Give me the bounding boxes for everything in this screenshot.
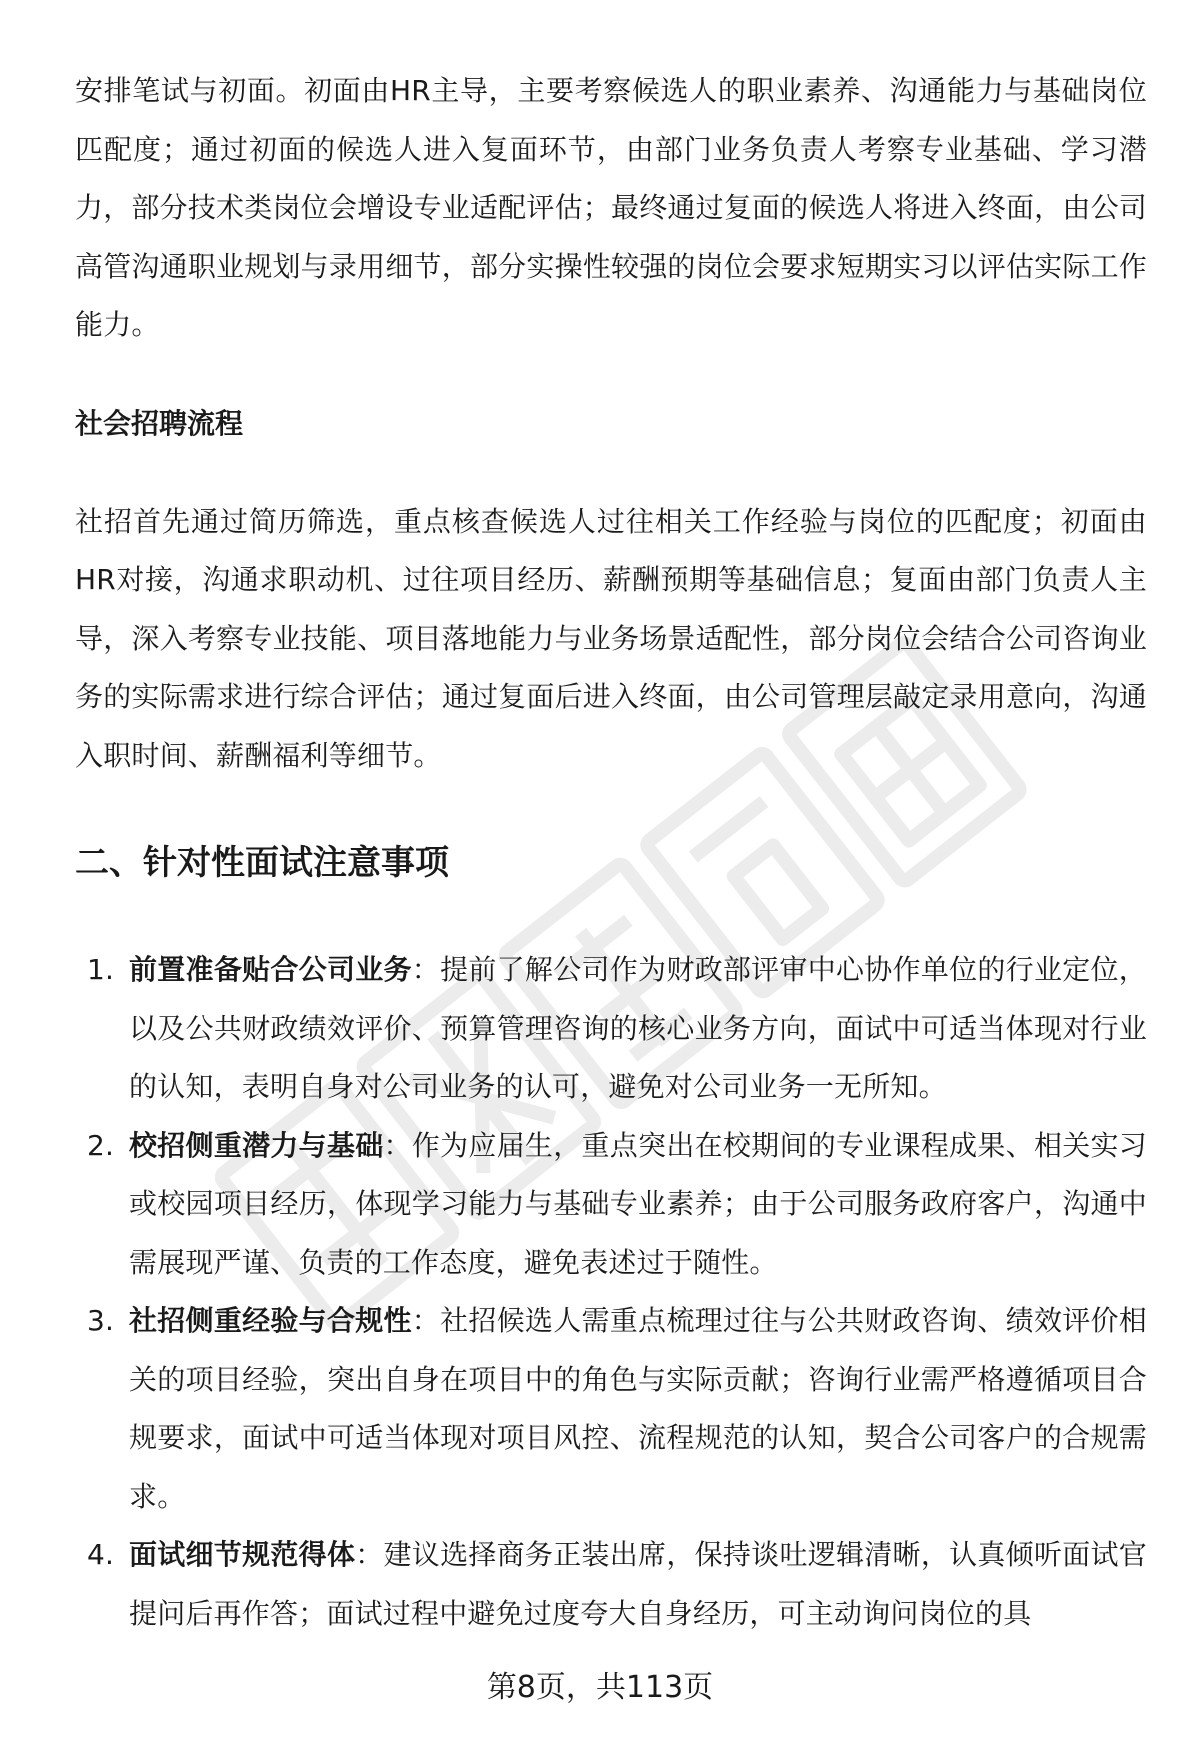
list-item-number: 1. [87,953,115,986]
list-item [75,1292,1147,1526]
list-item-text: ：作为应届生，重点突出在校期间的专业课程成果、相关实习或校园项目经历，体现学习能力与基础专业素养；由于公司服务政府客户，沟通中需展现严谨、负责的工作态度，避免表述过于随性。 [129,1128,1148,1279]
list-item [75,1117,1147,1293]
social-recruitment-paragraph: 社招首先通过简历筛选，重点核查候选人过往相关工作经验与岗位的匹配度；初面由HR对接，沟通求职动机、过往项目经历、薪酬预期等基础信息；复面由部门负责人主导，深入考察专业技能、项目落地能力与业务场景适配性，部分岗位会结合公司咨询业务的实际需求进行综合评估；通过复面后进入终面，由公司管理层敲定录用意向，沟通入职时间、薪酬福利等细节。 [75,504,1147,772]
list-item-title: 前置准备贴合公司业务 [129,953,412,986]
list-item-number: 4. [87,1538,115,1571]
social-recruitment-heading: 社会招聘流程 [75,406,244,440]
list-item [75,941,1147,1117]
list-item-text: ：社招候选人需重点梳理过往与公共财政咨询、绩效评价相关的项目经验，突出自身在项目中的角色与实际贡献；咨询行业需严格遵循项目合规要求，面试中可适当体现对项目风控、流程规范的认知，契合公司客户的合规需求。 [129,1304,1147,1513]
intro-paragraph: 安排笔试与初面。初面由HR主导，主要考察候选人的职业素养、沟通能力与基础岗位匹配度；通过初面的候选人进入复面环节，由部门业务负责人考察专业基础、学习潜力，部分技术类岗位会增设专业适配评估；最终通过复面的候选人将进入终面，由公司高管沟通职业规划与录用细节，部分实操性较强的岗位会要求短期实习以评估实际工作能力。 [75,74,1147,341]
list-item-title: 面试细节规范得体 [129,1538,356,1571]
list-item-title: 校招侧重潜力与基础 [129,1128,384,1162]
list-item-text: ：建议选择商务正装出席，保持谈吐逻辑清晰，认真倾听面试官提问后再作答；面试过程中避免过度夸大自身经历，可主动询问岗位的具 [129,1538,1147,1630]
list-item-title: 社招侧重经验与合规性 [129,1304,412,1337]
page-number-footer: 第8页，共113页 [486,1670,714,1705]
list-item-number: 2. [87,1128,115,1162]
list-item [75,1526,1147,1643]
section-two-heading: 二、针对性面试注意事项 [75,843,449,883]
list-item-text: ：提前了解公司作为财政部评审中心协作单位的行业定位，以及公共财政绩效评价、预算管理咨询的核心业务方向，面试中可适当体现对行业的认知，表明自身对公司业务的认可，避免对公司业务一无所知。 [129,953,1147,1103]
list-item-number: 3. [87,1304,115,1337]
page-content [75,62,1147,1643]
interview-tips-list [75,941,1147,1643]
